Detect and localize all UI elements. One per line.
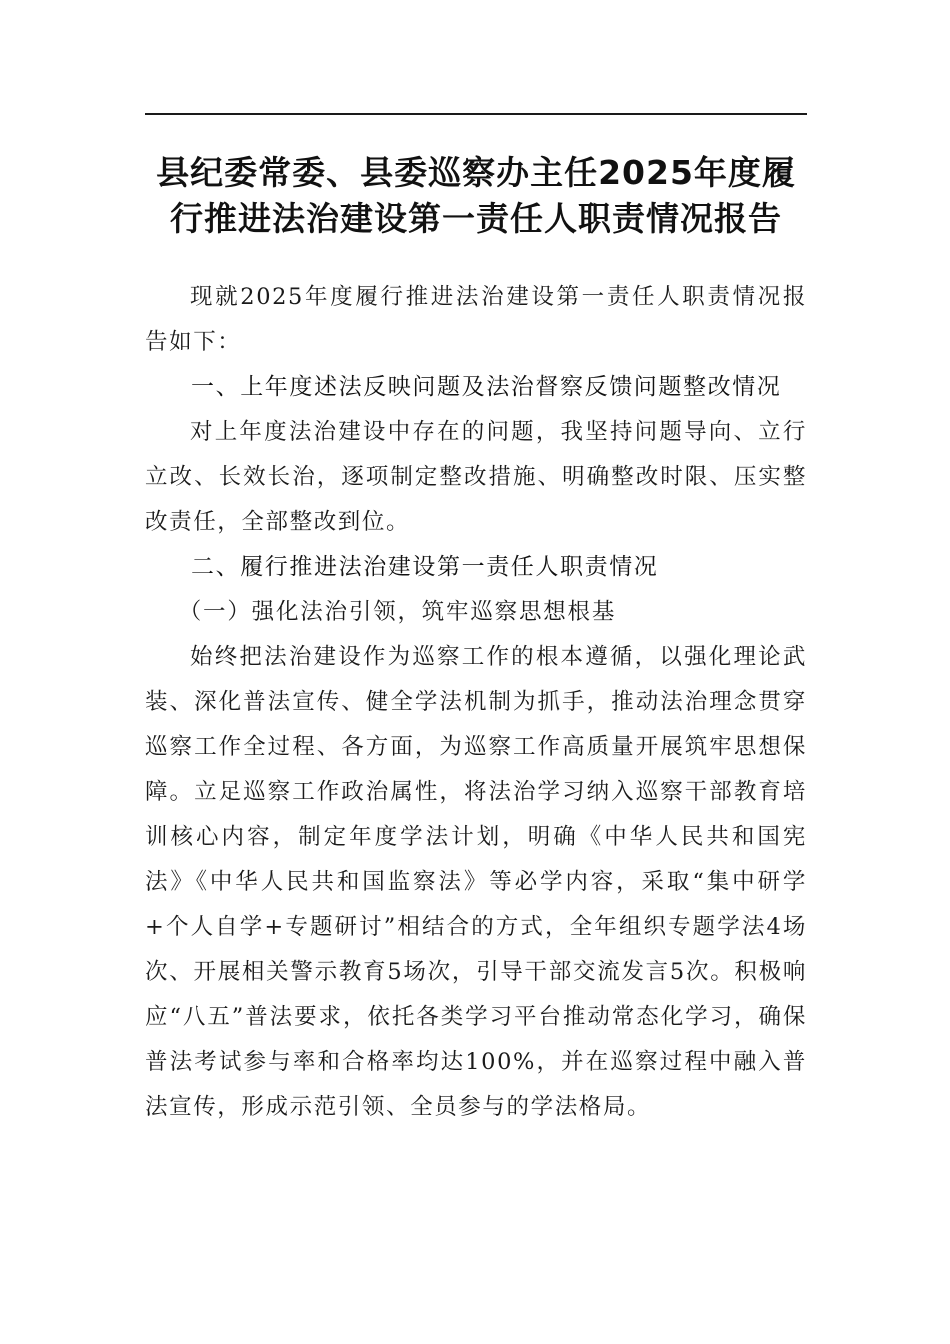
- section-2-heading: 二、履行推进法治建设第一责任人职责情况: [191, 554, 659, 580]
- intro-paragraph: 现就2025年度履行推进法治建设第一责任人职责情况报告如下：: [145, 284, 807, 355]
- document-title: 县纪委常委、县委巡察办主任2025年度履行推进法治建设第一责任人职责情况报告: [156, 153, 796, 238]
- subsection-1-paragraph: 始终把法治建设作为巡察工作的根本遵循，以强化理论武装、深化普法宣传、健全学法机制为抓手，推动法治理念贯穿巡察工作全过程、各方面，为巡察工作高质量开展筑牢思想保障。立足巡察工作政治属性，将法治学习纳入巡察干部教育培训核心内容，制定年度学法计划，明确《中华人民共和国宪法》《中华人民共和国监察法》等必学内容，采取“集中研学+个人自学+专题研讨”相结合的方式，全年组织专题学法4场次、开展相关警示教育5场次，引导干部交流发言5次。积极响应“八五”普法要求，依托各类学习平台推动常态化学习，确保普法考试参与率和合格率均达100%，并在巡察过程中融入普法宣传，形成示范引领、全员参与的学法格局。: [145, 644, 807, 1120]
- section-1-heading: 一、上年度述法反映问题及法治督察反馈问题整改情况: [191, 374, 782, 400]
- section-1-paragraph: 对上年度法治建设中存在的问题，我坚持问题导向、立行立改、长效长治，逐项制定整改措施、明确整改时限、压实整改责任，全部整改到位。: [145, 419, 807, 535]
- subsection-1-heading: （一）强化法治引领，筑牢巡察思想根基: [178, 599, 617, 625]
- header-divider: [145, 113, 807, 115]
- document-body: [145, 275, 807, 1130]
